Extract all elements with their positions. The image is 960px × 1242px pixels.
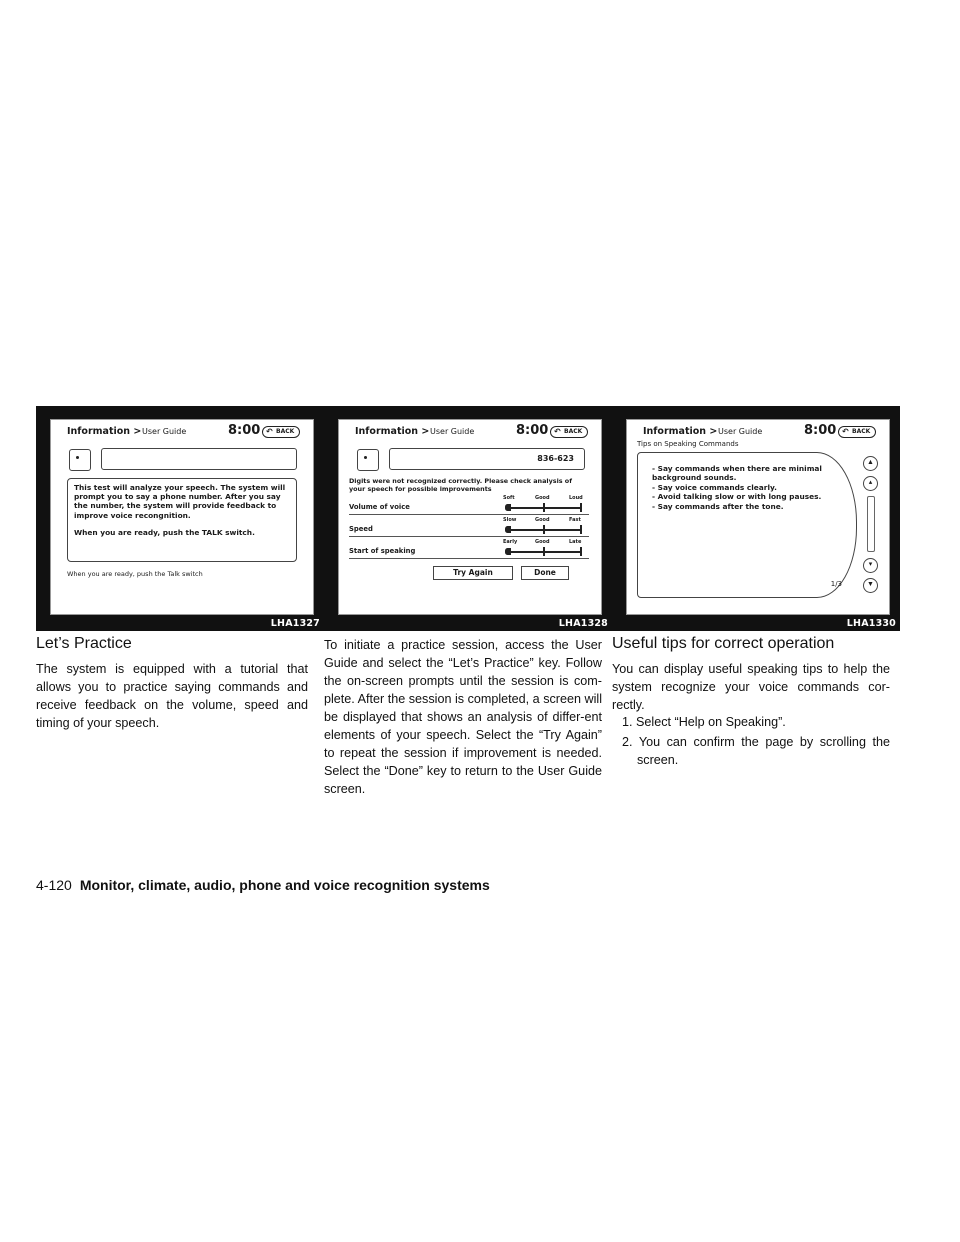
scale-low-label: Early xyxy=(503,539,518,545)
clock-time: 8:00 xyxy=(228,423,261,438)
screen-display xyxy=(50,419,314,615)
voice-face-icon xyxy=(357,449,379,471)
heading-useful-tips: Useful tips for correct operation xyxy=(612,635,835,652)
section-title: Tips on Speaking Commands xyxy=(637,440,739,448)
scale-low-label: Slow xyxy=(503,517,517,523)
done-button[interactable]: Done xyxy=(521,566,569,580)
screen-header xyxy=(627,420,889,442)
scale-mid-label: Good xyxy=(535,495,550,501)
clock-time: 8:00 xyxy=(516,423,549,438)
scroll-up-icon[interactable]: ▴ xyxy=(863,476,878,491)
instruction-box xyxy=(67,478,297,562)
tip-item: - Say commands after the tone. xyxy=(652,501,784,511)
tip-item: - Say commands when there are minimal background sounds. xyxy=(652,464,822,483)
scale-mid-label: Good xyxy=(535,517,550,523)
voice-face-icon xyxy=(69,449,91,471)
figure-speaking-tips-screen xyxy=(612,406,900,631)
start-scale xyxy=(503,539,589,559)
analysis-message: Digits were not recognized correctly. Please check analysis of your speech for possible improvements xyxy=(349,477,572,493)
scale-high-label: Fast xyxy=(569,517,581,523)
tips-panel[interactable] xyxy=(637,452,857,598)
back-button[interactable] xyxy=(262,426,300,438)
tip-item: - Say voice commands clearly. xyxy=(652,482,777,492)
paragraph-tips-intro: You can display useful speaking tips to help the system recognize your voice commands cor-rectly. xyxy=(612,662,890,712)
analysis-row-speed xyxy=(349,517,589,537)
paragraph-practice-intro: The system is equipped with a tutorial that allows you to practice saying commands and receive feedback on the volume, speed and timing of your speech. xyxy=(36,662,308,730)
scale-high-label: Late xyxy=(569,539,582,545)
screen-header xyxy=(339,420,601,442)
status-footer: When you are ready, push the Talk switch xyxy=(67,570,203,578)
figure-code: LHA1327 xyxy=(270,618,320,629)
volume-scale xyxy=(503,495,589,515)
row-label: Start of speaking xyxy=(349,547,416,555)
ready-text: When you are ready, push the TALK switch. xyxy=(74,527,255,537)
screen-subtitle: User Guide xyxy=(718,427,763,436)
scale-marker xyxy=(505,504,511,511)
scale-marker xyxy=(505,548,511,555)
row-label: Speed xyxy=(349,525,373,533)
screen-subtitle: User Guide xyxy=(142,427,187,436)
speed-scale xyxy=(503,517,589,537)
back-label: BACK xyxy=(852,428,871,435)
screen-header xyxy=(51,420,313,442)
scrollbar-track[interactable] xyxy=(867,496,875,552)
back-arrow-icon: ↶ xyxy=(842,427,849,436)
list-item-step-2: 2. You can confirm the page by scrolling the screen. xyxy=(622,735,890,767)
scale-mid-label: Good xyxy=(535,539,550,545)
heading-lets-practice: Let’s Practice xyxy=(36,635,132,652)
clock-time: 8:00 xyxy=(804,423,837,438)
scroll-top-icon[interactable]: ▲ xyxy=(863,456,878,471)
analysis-row-volume xyxy=(349,495,589,515)
page-indicator: 1/3 xyxy=(830,579,842,588)
figure-lets-practice-screen xyxy=(36,406,324,631)
try-again-button[interactable]: Try Again xyxy=(433,566,513,580)
screen-subtitle: User Guide xyxy=(430,427,475,436)
chapter-title: Monitor, climate, audio, phone and voice recognition systems xyxy=(79,877,490,893)
figure-code: LHA1330 xyxy=(846,618,896,629)
page-footer xyxy=(36,877,490,893)
back-arrow-icon: ↶ xyxy=(266,427,273,436)
page-number: 4-120 xyxy=(36,877,72,893)
scroll-bottom-icon[interactable]: ▼ xyxy=(863,578,878,593)
instruction-text: This test will analyze your speech. The system will prompt you to say a phone number. After you say the number, the system will provide feedback to improve voice recongnition. xyxy=(74,483,286,520)
scale-high-label: Loud xyxy=(569,495,583,501)
row-label: Volume of voice xyxy=(349,503,410,511)
screen-display xyxy=(626,419,890,615)
figure-speech-analysis-screen xyxy=(324,406,612,631)
screen-title: Information > xyxy=(355,426,430,437)
back-button[interactable] xyxy=(550,426,588,438)
paragraph-practice-steps: To initiate a practice session, access the User Guide and select the “Let’s Practice” key. Follow the on-screen prompts until the session is com-plete. After the session is completed, a screen will be displayed that shows an analysis of differ-ent elements of your speech. Select the “Try Again” to repeat the session if improvement is needed. Select the “Done” key to return to the User Guide screen. xyxy=(324,638,602,796)
scale-low-label: Soft xyxy=(503,495,515,501)
scale-marker xyxy=(505,526,511,533)
back-arrow-icon: ↶ xyxy=(554,427,561,436)
speech-result-box xyxy=(389,448,585,470)
speech-result-box xyxy=(101,448,297,470)
back-label: BACK xyxy=(564,428,583,435)
analysis-row-start xyxy=(349,539,589,559)
back-label: BACK xyxy=(276,428,295,435)
screen-display xyxy=(338,419,602,615)
screen-title: Information > xyxy=(67,426,142,437)
recognized-number: 836-623 xyxy=(537,454,574,463)
scroll-down-icon[interactable]: ▾ xyxy=(863,558,878,573)
figure-code: LHA1328 xyxy=(558,618,608,629)
screen-title: Information > xyxy=(643,426,718,437)
list-item-step-1: 1. Select “Help on Speaking”. xyxy=(622,715,786,729)
back-button[interactable] xyxy=(838,426,876,438)
tip-item: - Avoid talking slow or with long pauses. xyxy=(652,492,822,502)
